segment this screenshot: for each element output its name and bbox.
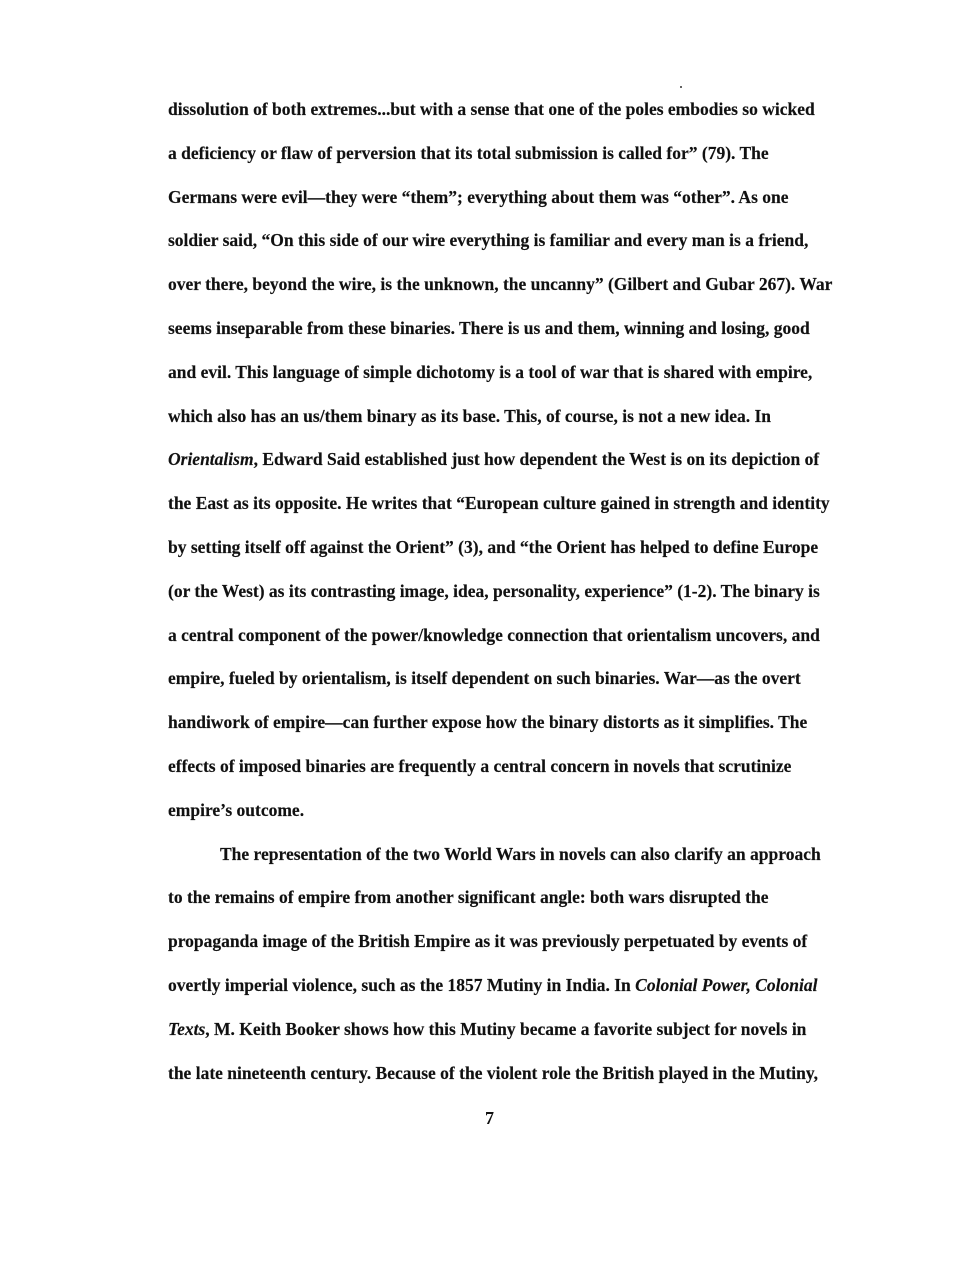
text-line: (or the West) as its contrasting image, idea, personality, experience” (1-2). The binary is [168, 580, 820, 601]
text-line: handiwork of empire—can further expose how the binary distorts as it simplifies. The [168, 712, 808, 733]
text-line: the East as its opposite. He writes that “European culture gained in strength and identity [168, 493, 830, 514]
text-line [168, 1008, 868, 1052]
text-line: by setting itself off against the Orient” (3), and “the Orient has helped to define Europe [168, 536, 819, 557]
text-segment: , M. Keith Booker shows how this Mutiny became a favorite subject for novels in [205, 1018, 807, 1039]
italic-title: Texts [168, 1018, 206, 1039]
text-line: over there, beyond the wire, is the unknown, the uncanny” (Gilbert and Gubar 267). War [168, 274, 833, 295]
text-line: and evil. This language of simple dichotomy is a tool of war that is shared with empire, [168, 361, 813, 382]
text-line: The representation of the two World Wars in novels can also clarify an approach [220, 843, 821, 864]
text-line: soldier said, “On this side of our wire everything is familiar and every man is a friend, [168, 230, 809, 251]
body-text [168, 88, 868, 1095]
text-line: a central component of the power/knowledge connection that orientalism uncovers, and [168, 624, 820, 645]
text-line: seems inseparable from these binaries. There is us and them, winning and losing, good [168, 317, 810, 338]
italic-title: Orientalism [168, 449, 254, 470]
paragraph-2 [168, 833, 868, 1096]
text-line: propaganda image of the British Empire as it was previously perpetuated by events of [168, 931, 808, 952]
text-line: which also has an us/them binary as its base. This, of course, is not a new idea. In [168, 405, 772, 426]
text-line: empire’s outcome. [168, 799, 305, 820]
text-line: empire, fueled by orientalism, is itself dependent on such binaries. War—as the overt [168, 668, 801, 689]
text-line: Germans were evil—they were “them”; everything about them was “other”. As one [168, 186, 789, 207]
text-segment: overtly imperial violence, such as the 1857 Mutiny in India. In [168, 974, 636, 995]
text-line: dissolution of both extremes...but with a sense that one of the poles embodies so wicked [168, 99, 815, 119]
text-line [168, 964, 868, 1008]
text-line: the late nineteenth century. Because of the violent role the British played in the Mutiny, [168, 1062, 819, 1083]
text-line: effects of imposed binaries are frequently a central concern in novels that scrutinize [168, 755, 792, 776]
text-line: a deficiency or flaw of perversion that its total submission is called for” (79). The [168, 142, 769, 163]
text-line [168, 438, 868, 482]
page-number: 7 [485, 1108, 494, 1128]
text-line: to the remains of empire from another significant angle: both wars disrupted the [168, 887, 769, 908]
text-segment: , Edward Said established just how dependent the West is on its depiction of [253, 449, 820, 470]
italic-title: Colonial Power, Colonial [635, 974, 818, 995]
paragraph-1 [168, 88, 868, 833]
